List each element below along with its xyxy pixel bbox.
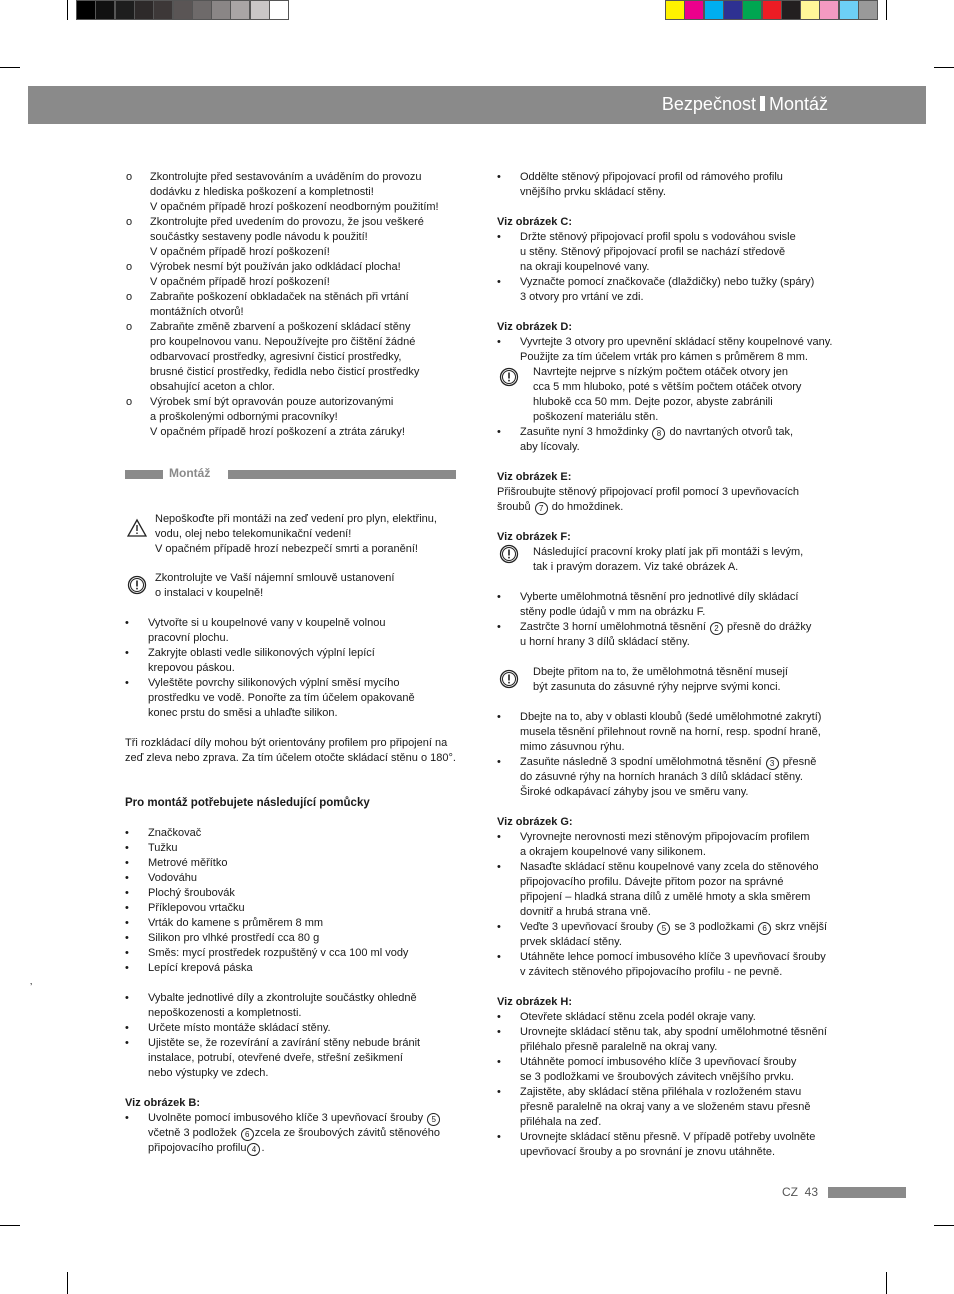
color-swatch	[723, 0, 743, 20]
list-item-line: montážních otvorů!	[150, 306, 244, 318]
footer-bar	[828, 1187, 906, 1198]
crop-mark	[67, 0, 68, 20]
list-item	[125, 260, 475, 290]
preparation-list	[125, 616, 475, 721]
grey-swatch	[173, 0, 193, 20]
bullet: •	[125, 902, 129, 914]
color-swatch	[839, 0, 859, 20]
section-heading-montaz	[125, 468, 456, 480]
bullet: •	[125, 1022, 129, 1034]
part-number-3: 3	[766, 757, 779, 770]
crop-mark	[67, 1272, 68, 1294]
list-item-line: Vyvrtejte 3 otvory pro upevnění skládací stěny koupelnové vany.	[520, 336, 833, 348]
list-item	[125, 320, 475, 395]
list-item	[497, 590, 857, 620]
bullet: •	[125, 1037, 129, 1049]
grey-swatch	[269, 0, 289, 20]
list-item-line: Nasaďte skládací stěnu koupelnové vany zcela do stěnového	[520, 861, 819, 873]
color-swatch	[762, 0, 782, 20]
list-item-line: stěny podle údajů v mm na obrázku F.	[520, 606, 706, 618]
list-item-line: a proškolenými odbornými pracovníky!	[150, 411, 338, 423]
crop-mark	[886, 0, 887, 20]
orientation-text	[125, 736, 475, 766]
list-item-line: přiléhala na zeď.	[520, 1116, 602, 1128]
list-marker-o: o	[126, 291, 133, 303]
list-item	[497, 1055, 857, 1085]
section-title: Montáž	[169, 466, 211, 480]
list-item-line: Metrové měřítko	[148, 857, 228, 869]
list-item	[497, 950, 857, 980]
page-footer	[782, 1185, 818, 1199]
list-item-line: pracovní plochu.	[148, 632, 229, 644]
list-item-line: Vybalte jednotlivé díly a zkontrolujte součástky ohledně	[148, 992, 417, 1004]
left-column	[125, 170, 475, 440]
list-item-line: připojení – hladká strana dílů z umělé hmoty a skla směrem	[520, 891, 811, 903]
list-item	[497, 860, 857, 920]
crop-mark	[886, 1272, 887, 1294]
color-swatch	[665, 0, 685, 20]
list-item-line: krepovou páskou.	[148, 662, 235, 674]
bullet: •	[497, 1056, 501, 1068]
figure-f-heading: Viz obrázek F:	[497, 531, 571, 543]
figure-e-heading: Viz obrázek E:	[497, 471, 572, 483]
list-item	[125, 901, 475, 916]
list-item-line: dodávku z hlediska poškození a kompletnosti!	[150, 186, 374, 198]
list-item-line: Plochý šroubovák	[148, 887, 235, 899]
list-item-line: přiléhalo přesně paralelně na okraj vany.	[520, 1041, 718, 1053]
caution-note	[125, 571, 475, 601]
list-item	[125, 991, 475, 1021]
list-item	[497, 1025, 857, 1055]
figure-d-heading: Viz obrázek D:	[497, 321, 572, 333]
caution-note	[497, 365, 857, 425]
crop-mark	[934, 1225, 954, 1226]
list-item	[125, 871, 475, 886]
list-item-line: musela těsnění přilehnout rovně na horní, resp. spodní hraně,	[520, 726, 821, 738]
bullet: •	[497, 951, 501, 963]
list-item-line: Urovnejte skládací stěnu přesně. V případě potřeby uvolněte	[520, 1131, 816, 1143]
color-swatch	[781, 0, 801, 20]
text-line: vodu, olej nebo telekomunikační vedení!	[155, 528, 352, 540]
list-item	[125, 290, 475, 320]
list-item: • Uvolněte pomocí imbusového klíče 3 upevňovací šrouby 5 včetně 3 podložek 6 zcela ze šroubových závitů stěnového připojovacího profilu 4 .	[125, 1112, 441, 1154]
text-line: Tři rozkládací díly mohou být orientovány profilem pro připojení na	[125, 737, 448, 749]
bullet: •	[125, 872, 129, 884]
text-line: Zkontrolujte ve Vaší nájemní smlouvě ustanovení	[155, 572, 395, 584]
figure-c-heading: Viz obrázek C:	[497, 216, 572, 228]
text-line: Následující pracovní kroky platí jak při montáži s levým,	[533, 546, 804, 558]
right-column	[497, 170, 857, 1160]
bullet: •	[497, 231, 501, 243]
list-item-line: nepoškozenosti a kompletnosti.	[148, 1007, 302, 1019]
list-item-line: Značkovač	[148, 827, 202, 839]
list-item-line: vnějšího prvku skládací stěny.	[520, 186, 666, 198]
page-number: 43	[804, 1185, 819, 1199]
list-item-line: prostředku ve vodě. Ponořte za tím účelem opakovaně	[148, 692, 415, 704]
list-item-line: se 3 podložkami ve šroubových závitech vnějšího prvku.	[520, 1071, 794, 1083]
text-line: tak i pravým dorazem. Viz také obrázek A.	[533, 561, 739, 573]
grey-swatch	[153, 0, 173, 20]
list-item-line: instalace, potrubí, otevřené dveře, střešní zešikmení	[148, 1052, 403, 1064]
part-number-8: 8	[652, 427, 665, 440]
text-line: Dbejte přitom na to, že umělohmotná těsnění musejí	[533, 666, 788, 678]
bullet: •	[125, 947, 129, 959]
warning-note	[125, 512, 475, 557]
header-bar	[28, 86, 926, 124]
part-number-2: 2	[710, 622, 723, 635]
list-item-line: Vyleštěte povrchy silikonových výplní směsí mycího	[148, 677, 400, 689]
list-item-line: konec prstu do směsi a uhlaďte silikon.	[148, 707, 338, 719]
list-item	[125, 395, 475, 440]
text-line: Navrtejte nejprve s nízkým počtem otáček otvory jen	[533, 366, 788, 378]
bullet: •	[497, 1011, 501, 1023]
page-title: Bezpečnost Montáž	[661, 94, 828, 114]
list-item-line: Vytvořte si u koupelnové vany v koupelně volnou	[148, 617, 386, 629]
list-marker-o: o	[126, 321, 133, 333]
list-item-line: Otevřete skládací stěnu zcela podél okraje vany.	[520, 1011, 756, 1023]
tools-list	[125, 826, 475, 976]
grey-swatch	[115, 0, 135, 20]
caution-note	[497, 665, 857, 695]
list-item-line: pro koupelnovou vanu. Nepoužívejte pro čištění žádné	[150, 336, 416, 348]
bullet: •	[497, 831, 501, 843]
text-line: Nepoškoďte při montáži na zeď vedení pro plyn, elektřinu,	[155, 513, 437, 525]
color-swatch	[858, 0, 878, 20]
list-item-line: přesně paralelně na okraj vany a ve složeném stavu přesně	[520, 1101, 811, 1113]
list-item-line: Zakryjte oblasti vedle silikonových výplní lepící	[148, 647, 375, 659]
list-item-line: Zabraňte změně zbarvení a poškození skládací stěny	[150, 321, 411, 333]
figure-g-heading: Viz obrázek G:	[497, 816, 573, 828]
list-marker-o: o	[126, 171, 133, 183]
grey-swatch	[230, 0, 250, 20]
left-column-montaz	[125, 512, 475, 1156]
list-item	[497, 830, 857, 860]
list-item	[497, 230, 857, 275]
list-item-line: u stěny. Stěnový připojovací profil se nachází středově	[520, 246, 786, 258]
title-separator	[760, 96, 765, 111]
bullet: •	[497, 276, 501, 288]
exclamation-circle-icon	[499, 367, 519, 387]
bullet: •	[125, 827, 129, 839]
color-swatch	[800, 0, 820, 20]
crop-mark	[934, 67, 954, 68]
color-swatch	[819, 0, 839, 20]
bullet: •	[125, 887, 129, 899]
text-line: být zasunuta do zásuvné rýhy nejprve svými konci.	[533, 681, 781, 693]
list-item-line: součástky sestaveny podle návodu k použití!	[150, 231, 368, 243]
list-item-line: V opačném případě hrozí poškození!	[150, 246, 330, 258]
list-item	[125, 676, 475, 721]
unpack-list	[125, 991, 475, 1081]
safety-checklist	[125, 170, 475, 440]
list-item-line: Vodováhu	[148, 872, 197, 884]
bullet: •	[497, 1131, 501, 1143]
list-item-line: Vyznačte pomocí značkovače (dlaždičky) nebo tužky (spáry)	[520, 276, 815, 288]
list-item-line: Držte stěnový připojovací profil spolu s vodováhou svisle	[520, 231, 796, 243]
list-item	[125, 841, 475, 856]
list-marker-o: o	[126, 261, 133, 273]
list-item	[497, 170, 857, 200]
list-item: • Zastrčte 3 horní umělohmotná těsnění 2 přesně do drážky u horní hrany 3 dílů skládací stěny.	[497, 621, 812, 648]
list-item-line: Určete místo montáže skládací stěny.	[148, 1022, 331, 1034]
crop-mark	[0, 1225, 20, 1226]
list-item	[497, 275, 857, 305]
grey-swatch	[250, 0, 270, 20]
exclamation-circle-icon	[127, 575, 147, 595]
bullet: •	[125, 647, 129, 659]
list-item: • Zasuňte následně 3 spodní umělohmotná těsnění 3 přesně do zásuvné rýhy na horních hranách 3 dílů skládací stěny. Široké odkapávací záhyby jsou ve směru vany.	[497, 756, 817, 798]
bullet: •	[125, 677, 129, 689]
list-item	[125, 886, 475, 901]
exclamation-circle-icon	[499, 544, 519, 564]
bullet: •	[125, 962, 129, 974]
list-item-line: V opačném případě hrozí poškození!	[150, 276, 330, 288]
part-number-5: 5	[427, 1113, 440, 1126]
list-item-line: Zkontrolujte před uvedením do provozu, že jsou veškeré	[150, 216, 424, 228]
text-line: hlubokě cca 50 mm. Dejte pozor, abyste zabránili	[533, 396, 773, 408]
list-item-line: Vyrovnejte nerovnosti mezi stěnovým připojovacím profilem	[520, 831, 810, 843]
list-item-line: Dbejte na to, aby v oblasti kloubů (šedé umělohmotné zakrytí)	[520, 711, 822, 723]
list-item	[497, 1010, 857, 1025]
list-item-line: a okrajem koupelnové vany silikonem.	[520, 846, 706, 858]
list-item-line: Silikon pro vlhké prostředí cca 80 g	[148, 932, 320, 944]
color-swatch	[742, 0, 762, 20]
list-item	[125, 916, 475, 931]
tools-heading: Pro montáž potřebujete následující pomůcky	[125, 797, 370, 809]
list-item-line: V opačném případě hrozí poškození a ztráta záruky!	[150, 426, 405, 438]
language-code: CZ	[782, 1185, 798, 1199]
list-item	[125, 931, 475, 946]
list-marker-o: o	[126, 216, 133, 228]
list-item-line: odbarvovací prostředky, agresivní čisticí prostředky,	[150, 351, 402, 363]
list-item-line: Výrobek nesmí být používán jako odkládací plocha!	[150, 261, 401, 273]
bullet: •	[125, 932, 129, 944]
text-line: V opačném případě hrozí nebezpečí smrti a poranění!	[155, 543, 418, 555]
list-item	[125, 946, 475, 961]
part-number-5: 5	[657, 922, 670, 935]
stray-mark: ‚	[30, 976, 33, 987]
exclamation-circle-icon	[499, 669, 519, 689]
bullet: •	[125, 992, 129, 1004]
list-item-line: obsahující aceton a chlor.	[150, 381, 275, 393]
list-item	[125, 170, 475, 215]
bullet: •	[497, 336, 501, 348]
figure-e-text: Přišroubujte stěnový připojovací profil pomocí 3 upevňovacích šroubů 7 do hmoždinek.	[497, 486, 800, 513]
figure-b-heading: Viz obrázek B:	[125, 1097, 200, 1109]
list-item-line: mimo zásuvnou rýhu.	[520, 741, 625, 753]
grey-swatch	[76, 0, 96, 20]
list-item-line: Zkontrolujte před sestavováním a uváděním do provozu	[150, 171, 422, 183]
grey-swatch	[192, 0, 212, 20]
list-item	[125, 1021, 475, 1036]
bullet: •	[497, 711, 501, 723]
part-number-7: 7	[535, 502, 548, 515]
bullet: •	[125, 617, 129, 629]
list-item: • Zasuňte nyní 3 hmoždinky 8 do navrtaných otvorů tak, aby lícovaly.	[497, 426, 794, 453]
list-item	[497, 710, 857, 755]
list-item	[125, 215, 475, 260]
list-item-line: Výrobek smí být opravován pouze autorizovanými	[150, 396, 394, 408]
list-item-line: dovnitř a hrubá strana vně.	[520, 906, 651, 918]
color-swatch	[704, 0, 724, 20]
grey-swatch	[134, 0, 154, 20]
list-item-line: Utáhněte lehce pomocí imbusového klíče 3 upevňovací šrouby	[520, 951, 826, 963]
list-item-line: brusné čisticí prostředky, ředidla nebo čisticí prostředky	[150, 366, 420, 378]
list-item-line: V opačném případě hrozí poškození neodborným použitím!	[150, 201, 439, 213]
part-number-6: 6	[241, 1128, 254, 1141]
list-item-line: Zabraňte poškození obkladaček na stěnách při vrtání	[150, 291, 409, 303]
text-line: cca 5 mm hluboko, poté s větším počtem otáček otvory	[533, 381, 802, 393]
warning-triangle-icon	[127, 518, 147, 538]
caution-note	[497, 545, 857, 575]
list-item-line: upevňovací šrouby a po srovnání je znovu utáhněte.	[520, 1146, 776, 1158]
list-item-line: Příklepovou vrtačku	[148, 902, 245, 914]
list-item-line: Vrták do kamene s průměrem 8 mm	[148, 917, 324, 929]
color-swatch	[684, 0, 704, 20]
text-line: poškození materiálu stěn.	[533, 411, 659, 423]
figure-h-heading: Viz obrázek H:	[497, 996, 572, 1008]
list-item	[497, 1085, 857, 1130]
part-number-6: 6	[758, 922, 771, 935]
bullet: •	[497, 861, 501, 873]
list-item	[125, 856, 475, 871]
list-item-line: Použijte za tím účelem vrták pro kámen s průměrem 8 mm.	[520, 351, 808, 363]
list-item-line: Vyberte umělohmotná těsnění pro jednotlivé díly skládací	[520, 591, 799, 603]
crop-mark	[0, 67, 20, 68]
list-item-line: Tužku	[148, 842, 178, 854]
list-item	[497, 1130, 857, 1160]
bullet: •	[497, 591, 501, 603]
list-item-line: Oddělte stěnový připojovací profil od rámového profilu	[520, 171, 783, 183]
list-item-line: Lepící krepová páska	[148, 962, 253, 974]
list-item	[125, 616, 475, 646]
text-line: o instalaci v koupelně!	[155, 587, 264, 599]
list-item	[125, 826, 475, 841]
list-item-line: připojovacího profilu. Dávejte přitom pozor na správné	[520, 876, 784, 888]
list-item-line: Směs: mycí prostředek rozpuštěný v cca 100 ml vody	[148, 947, 409, 959]
list-item-line: 3 otvory pro vrtání ve zdi.	[520, 291, 644, 303]
list-item-line: nebo výstupky ve zdech.	[148, 1067, 269, 1079]
list-item	[125, 646, 475, 676]
bullet: •	[497, 1026, 501, 1038]
list-item	[125, 1036, 475, 1081]
bullet: •	[497, 1086, 501, 1098]
bullet: •	[125, 917, 129, 929]
part-number-4: 4	[247, 1143, 260, 1156]
list-item-line: na okraji koupelnové vany.	[520, 261, 650, 273]
list-item-line: Ujistěte se, že rozevírání a zavírání stěny nebude bránit	[148, 1037, 421, 1049]
bullet: •	[125, 857, 129, 869]
grey-swatch	[211, 0, 231, 20]
bullet: •	[497, 171, 501, 183]
list-item-line: v závitech stěnového připojovacího profilu - ne pevně.	[520, 966, 783, 978]
list-marker-o: o	[126, 396, 133, 408]
list-item-line: Utáhněte pomocí imbusového klíče 3 upevňovací šrouby	[520, 1056, 797, 1068]
list-item-line: Urovnejte skládací stěnu tak, aby spodní umělohmotné těsnění	[520, 1026, 827, 1038]
list-item	[125, 961, 475, 976]
list-item	[497, 335, 857, 365]
list-item-line: Zajistěte, aby skládací stěna přiléhala v rozloženém stavu	[520, 1086, 802, 1098]
text-line: zeď zleva nebo zprava. Za tím účelem otočte skládací stěnu o 180°.	[125, 752, 456, 764]
list-item: • Veďte 3 upevňovací šrouby 5 se 3 podložkami 6 skrz vnější prvek skládací stěny.	[497, 921, 828, 948]
bullet: •	[125, 842, 129, 854]
grey-swatch	[95, 0, 115, 20]
